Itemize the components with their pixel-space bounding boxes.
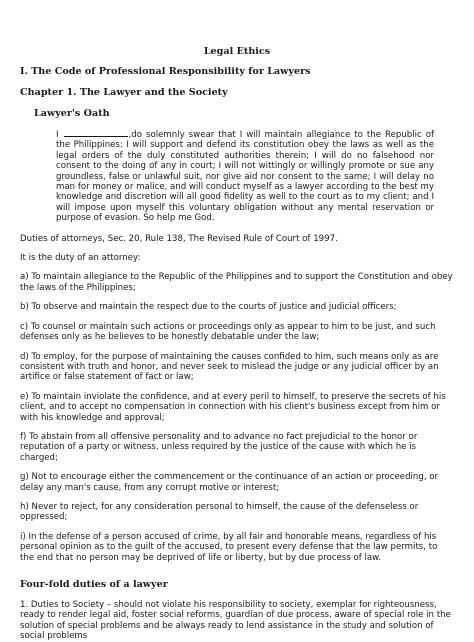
- part-heading: I. The Code of Professional Responsibility for Lawyers: [20, 66, 311, 77]
- duty-item: e) To maintain inviolate the confidence, and at every peril to himself, to preserve the secrets of his client, and to accept no compensation in connection with his client's business except from him or with his knowledge and approval;: [20, 391, 446, 423]
- duty-item: f) To abstain from all offensive personality and to advance no fact prejudicial to the honor or reputation of a party or witness, unless required by the justice of the cause with which he is charged;: [20, 431, 418, 463]
- document-title: Legal Ethics: [203, 46, 271, 57]
- fourfold-duty-item: 1. Duties to Society – should not violate his responsibility to society, exemplar for righteousness, ready to render legal aid, foster social reforms, guardian of due process, aware of special role in the solution of special problems and be always ready to lend assistance in the study and solution of social problems: [20, 600, 451, 642]
- name-blank-line: [64, 129, 128, 137]
- duty-item: i) In the defense of a person accused of crime, by all fair and honorable means, regardless of his personal opinion as to the guilt of the accused, to present every defense that the law permits, to the end that no person may be deprived of life or liberty, but by due process of law.: [20, 531, 438, 563]
- duty-item: a) To maintain allegiance to the Republic of the Philippines and to support the Constitution and obey the laws of the Philippines;: [20, 272, 453, 293]
- duty-item: d) To employ, for the purpose of maintaining the causes confided to him, such means only as are consistent with truth and honor, and never seek to mislead the judge or any judicial officer by an artifice or false statement of fact or law;: [20, 351, 439, 383]
- oath-prefix: I: [56, 130, 59, 140]
- duty-item: c) To counsel or maintain such actions or proceedings only as appear to him to be just, and such defenses only as he believes to be honestly debatable under the law;: [20, 321, 436, 343]
- duty-item: h) Never to reject, for any consideration personal to himself, the cause of the defenseless or oppressed;: [20, 501, 419, 523]
- oath-heading: Lawyer's Oath: [34, 108, 110, 119]
- oath-text: ,do solemnly swear that I will maintain allegiance to the Republic of the Philippines: I will support and defend its constitution obey the laws as well as the legal orders of the duly constituted authorities therein; I will do no falsehood nor consent to the doing of any in court; I will not wittingly or willingly promote or sue any groundless, false or unlawful suit, nor give aid nor consent to the same; I will delay no man for money or malice, and will conduct myself as a lawyer according to the best my knowledge and discretion will all good fidelity as well to the court as to my client; and I will impose upon myself this voluntary obligation without any mental reservation or purpose of evasion. So help me God.: [56, 130, 434, 224]
- chapter-heading: Chapter 1. The Lawyer and the Society: [20, 87, 228, 98]
- fourfold-heading: Four-fold duties of a lawyer: [20, 579, 168, 590]
- duties-source: Duties of attorneys, Sec. 20, Rule 138, The Revised Rule of Court of 1997.: [20, 233, 338, 244]
- duty-item: g) Not to encourage either the commencement or the continuance of an action or proceeding, or delay any man's cause, from any corrupt motive or interest;: [20, 472, 439, 493]
- duties-intro: It is the duty of an attorney:: [20, 253, 141, 264]
- duty-item: b) To observe and maintain the respect due to the courts of justice and judicial officers;: [20, 302, 397, 313]
- oath-paragraph: [56, 129, 434, 224]
